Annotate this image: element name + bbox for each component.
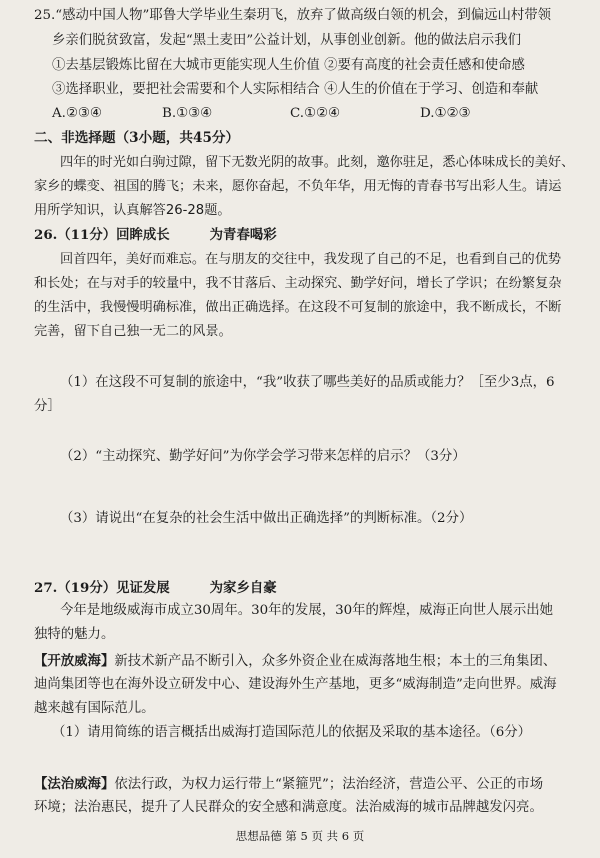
q27-law-weihai-tag: 【法治威海】 <box>34 776 115 792</box>
q27-intro-line2: 独特的魅力。 <box>34 627 115 642</box>
page-footer: 思想品德 第 5 页 共 6 页 <box>235 829 365 843</box>
q27-intro-line1: 今年是地级威海市成立30周年。30年的发展，30年的辉煌，威海正向世人展示出她 <box>60 603 554 618</box>
q26-number: 26.（11分）回眸成长 <box>34 227 170 243</box>
q27-open-weihai-line1 <box>34 651 580 672</box>
intro-line3: 用所学知识，认真解答26-28题。 <box>34 203 231 218</box>
q27-theme: 为家乡自豪 <box>209 580 277 596</box>
q26-sub2: （2）“主动探究、勤学好问”为你学会学习带来怎样的启示？（3分） <box>60 449 466 464</box>
q27-sub1: （1）请用简练的语言概括出威海打造国际范儿的依据及采取的基本途径。（6分） <box>52 725 532 740</box>
q26-passage-line2: 和长处；在与对手的较量中，我不甘落后、主动探究、勤学好问，增长了学识；在纷繁复杂 <box>34 276 562 291</box>
q25-line3: ①去基层锻炼比留在大城市更能实现人生价值 ②要有高度的社会责任感和使命感 <box>52 58 525 73</box>
q25-option-d[interactable]: D.①②③ <box>420 106 471 121</box>
q26-passage-line4: 完善，留下自己独一无二的风景。 <box>34 324 232 339</box>
intro-line2: 家乡的蝶变、祖国的腾飞；未来，愿你奋起，不负年华，用无悔的青春书写出彩人生。请运 <box>34 179 562 194</box>
q26-title <box>34 225 580 245</box>
q26-theme: 为青春喝彩 <box>209 227 277 243</box>
q25-option-b[interactable]: B.①③④ <box>162 106 213 121</box>
q26-sub1-line1: （1）在这段不可复制的旅途中，“我”收获了哪些美好的品质或能力？［至少3点，6 <box>60 375 555 390</box>
q27-open-weihai-line2: 迪尚集团等也在海外设立研发中心、建设海外生产基地，更多“威海制造”走向世界。威海 <box>34 677 557 692</box>
section-heading: 二、非选择题（3小题，共45分） <box>34 130 240 146</box>
q27-open-weihai-text1: 新技术新产品不断引入，众多外资企业在威海落地生根；本土的三角集团、 <box>114 654 557 669</box>
q25-options <box>52 104 580 124</box>
q27-open-weihai-line3: 越来越有国际范儿。 <box>34 701 155 716</box>
q26-passage-line3: 的生活中，我慢慢明确标准，做出正确选择。在这段不可复制的旅途中，我不断成长，不断 <box>34 300 562 315</box>
q25-line1: 25.“感动中国人物”耶鲁大学毕业生秦玥飞，放弃了做高级白领的机会，到偏远山村带领 <box>34 8 552 23</box>
q25-line2: 乡亲们脱贫致富，发起“黑土麦田”公益计划，从事创业创新。他的做法启示我们 <box>52 33 521 48</box>
q25-option-a[interactable]: A.②③④ <box>52 106 102 121</box>
q27-law-weihai-text1: 依法行政，为权力运行带上“紧箍咒”；法治经济，营造公平、公正的市场 <box>114 777 544 792</box>
q25-line4: ③选择职业，要把社会需要和个人实际相结合 ④人生的价值在于学习、创造和奉献 <box>52 82 539 97</box>
q26-passage-line1: 回首四年，美好而难忘。在与朋友的交往中，我发现了自己的不足，也看到自己的优势 <box>60 252 562 267</box>
q27-law-weihai-line2: 环境；法治惠民，提升了人民群众的安全感和满意度。法治威海的城市品牌越发闪亮。 <box>34 800 543 815</box>
q26-sub1-line2: 分］ <box>34 399 61 414</box>
q25-option-c[interactable]: C.①②④ <box>290 106 341 121</box>
intro-line1: 四年的时光如白驹过隙，留下无数光阴的故事。此刻，邀你驻足，悉心体味成长的美好、 <box>60 155 575 170</box>
q26-sub3: （3）请说出“在复杂的社会生活中做出正确选择”的判断标准。（2分） <box>60 511 473 526</box>
q27-law-weihai-line1 <box>34 774 580 795</box>
q27-title <box>34 578 580 598</box>
q27-open-weihai-tag: 【开放威海】 <box>34 653 115 669</box>
q27-number: 27.（19分）见证发展 <box>34 580 170 596</box>
